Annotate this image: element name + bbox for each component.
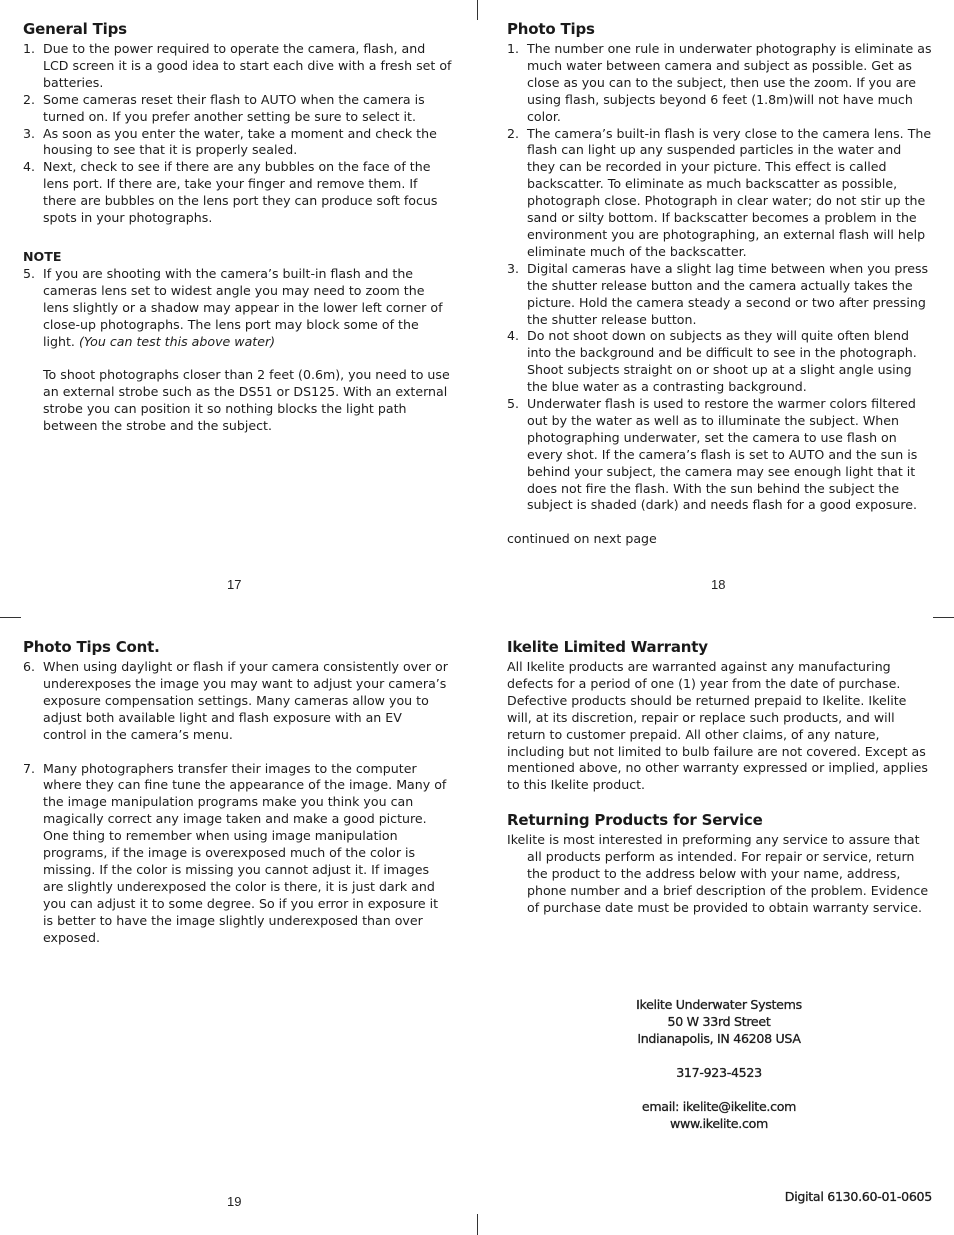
page-17-heading: General Tips bbox=[23, 20, 127, 38]
list-item: 3. Digital cameras have a slight lag time between when you press the shutter release button and the camera actually takes the picture. Hold the camera steady a second or two after pressing the shutter release button. bbox=[507, 260, 929, 327]
list-item: 5. Underwater flash is used to restore the warmer colors filtered out by the water as well as to illuminate the subject. When photographing underwater, set the camera to use flash on every shot. If the camera’s flash is set to AUTO and the sun is behind your subject, the camera may see enough light that it does not fire the flash. With the sun behind the subject the subject is shaded (dark) and needs flash for a good exposure. bbox=[507, 396, 918, 513]
document-number: Digital 6130.60-01-0605 bbox=[784, 1189, 932, 1204]
note-item: 5. If you are shooting with the camera’s built-in flash and the cameras lens set to widest angle you may need to zoom the lens slightly or a shadow may appear in the lower left corner of close-up photographs. The lens port may block some of the light. (You can test this above water) bbox=[23, 265, 443, 349]
warranty-heading: Ikelite Limited Warranty bbox=[507, 638, 708, 656]
list-item: 2. The camera’s built-in flash is very close to the camera lens. The flash can light up any suspended particles in the water and they can be recorded in your picture. This effect is called backscatter. To eliminate as much backscatter as possible, photograph close. Photograph in clear water; do not stir up the sand or silty bottom. If backscatter becomes a problem in the environment you are photographing, an external flash will help eliminate much of the backscatter. bbox=[507, 125, 932, 259]
page-number-17: 17 bbox=[227, 577, 242, 592]
page-number-19: 19 bbox=[227, 1194, 242, 1209]
note-heading: NOTE bbox=[23, 248, 62, 264]
company-name: Ikelite Underwater Systems bbox=[636, 997, 802, 1012]
page-19 bbox=[23, 638, 448, 947]
strobe-paragraph: To shoot photographs closer than 2 feet (0.6m), you need to use an external strobe such as the DS51 or DS125. With an external strobe you can position it so nothing blocks the light path between the strobe and the subject. bbox=[43, 367, 450, 434]
company-address bbox=[560, 996, 878, 1132]
continued-note: continued on next page bbox=[507, 531, 657, 547]
service-heading: Returning Products for Service bbox=[507, 811, 763, 830]
list-item: 3. As soon as you enter the water, take a moment and check the housing to see that it is properly sealed. bbox=[23, 125, 437, 158]
page-19-heading: Photo Tips Cont. bbox=[23, 638, 160, 656]
fold-mark-left bbox=[0, 617, 21, 618]
list-item: 4. Do not shoot down on subjects as they will quite often blend into the background and be difficult to see in the photograph. Shoot subjects straight on or shoot up at a slight angle using the blue water as a contrasting background. bbox=[507, 328, 917, 395]
note-italic: (You can test this above water) bbox=[78, 333, 276, 349]
fold-mark-bottom bbox=[477, 1214, 478, 1235]
fold-mark-right bbox=[933, 617, 954, 618]
page-number-18: 18 bbox=[711, 577, 726, 592]
page-18 bbox=[507, 20, 932, 548]
photo-tips-list bbox=[507, 41, 932, 514]
photo-tips-cont-list bbox=[23, 659, 448, 947]
page-17 bbox=[23, 20, 453, 435]
company-website: www.ikelite.com bbox=[670, 1116, 768, 1131]
company-phone: 317-923-4523 bbox=[676, 1065, 762, 1080]
company-street: 50 W 33rd Street bbox=[667, 1014, 771, 1029]
company-city: Indianapolis, IN 46208 USA bbox=[637, 1031, 801, 1046]
list-item: 4. Next, check to see if there are any bubbles on the face of the lens port. If there are, take your finger and remove them. If there are bubbles on the lens port they can produce soft focus spots in your photographs. bbox=[23, 159, 438, 226]
general-tips-list bbox=[23, 41, 453, 227]
warranty-text: All Ikelite products are warranted against any manufacturing defects for a period of one (1) year from the date of purchase. Defective products should be returned prepaid to Ikelite. Ikelite will, at its discretion, repair or replace such products, and will return to customer prepaid. All other claims, of any nature, including but not limited to bulb failure are not covered. Except as mentioned above, no other warranty expressed or implied, applies to this Ikelite product. bbox=[507, 659, 928, 793]
list-item: 1. The number one rule in underwater photography is eliminate as much water between camera and subject as possible. Get as close as you can to the subject, then use the zoom. If you are using flash, subjects beyond 6 feet (1.8m)will not have much color. bbox=[507, 41, 932, 124]
list-item: 1. Due to the power required to operate the camera, flash, and LCD screen it is a good idea to start each dive with a fresh set of batteries. bbox=[23, 41, 452, 90]
company-email: email: ikelite@ikelite.com bbox=[641, 1099, 797, 1114]
service-text: Ikelite is most interested in preforming any service to assure that all products perform as intended. For repair or service, return the product to the address below with your name, address, phone number and a brief description of the problem. Evidence of purchase date must be provided to obtain warranty service. bbox=[507, 832, 929, 915]
fold-mark-top bbox=[477, 0, 478, 20]
list-item: 7. Many photographers transfer their images to the computer where they can fine tune the appearance of the image. Many of the image manipulation programs make you think you can magically correct any image taken and make a good picture. One thing to remember when using image manipulation programs, if the image is overexposed much of the color is missing. If the color is missing you cannot adjust it. If images are slightly underexposed the color is there, it is just dark and you can adjust it to some degree. So if you error in exposure it is better to have the image slightly underexposed than over exposed. bbox=[23, 760, 447, 945]
page-20 bbox=[507, 638, 932, 917]
list-item: 6. When using daylight or flash if your camera consistently over or underexposes the image you may want to adjust your camera’s exposure compensation settings. Many cameras allow you to adjust both available light and flash exposure with an EV control in the camera’s menu. bbox=[23, 659, 448, 742]
list-item: 2. Some cameras reset their flash to AUTO when the camera is turned on. If you prefer another setting be sure to select it. bbox=[23, 91, 425, 124]
page-18-heading: Photo Tips bbox=[507, 20, 595, 38]
